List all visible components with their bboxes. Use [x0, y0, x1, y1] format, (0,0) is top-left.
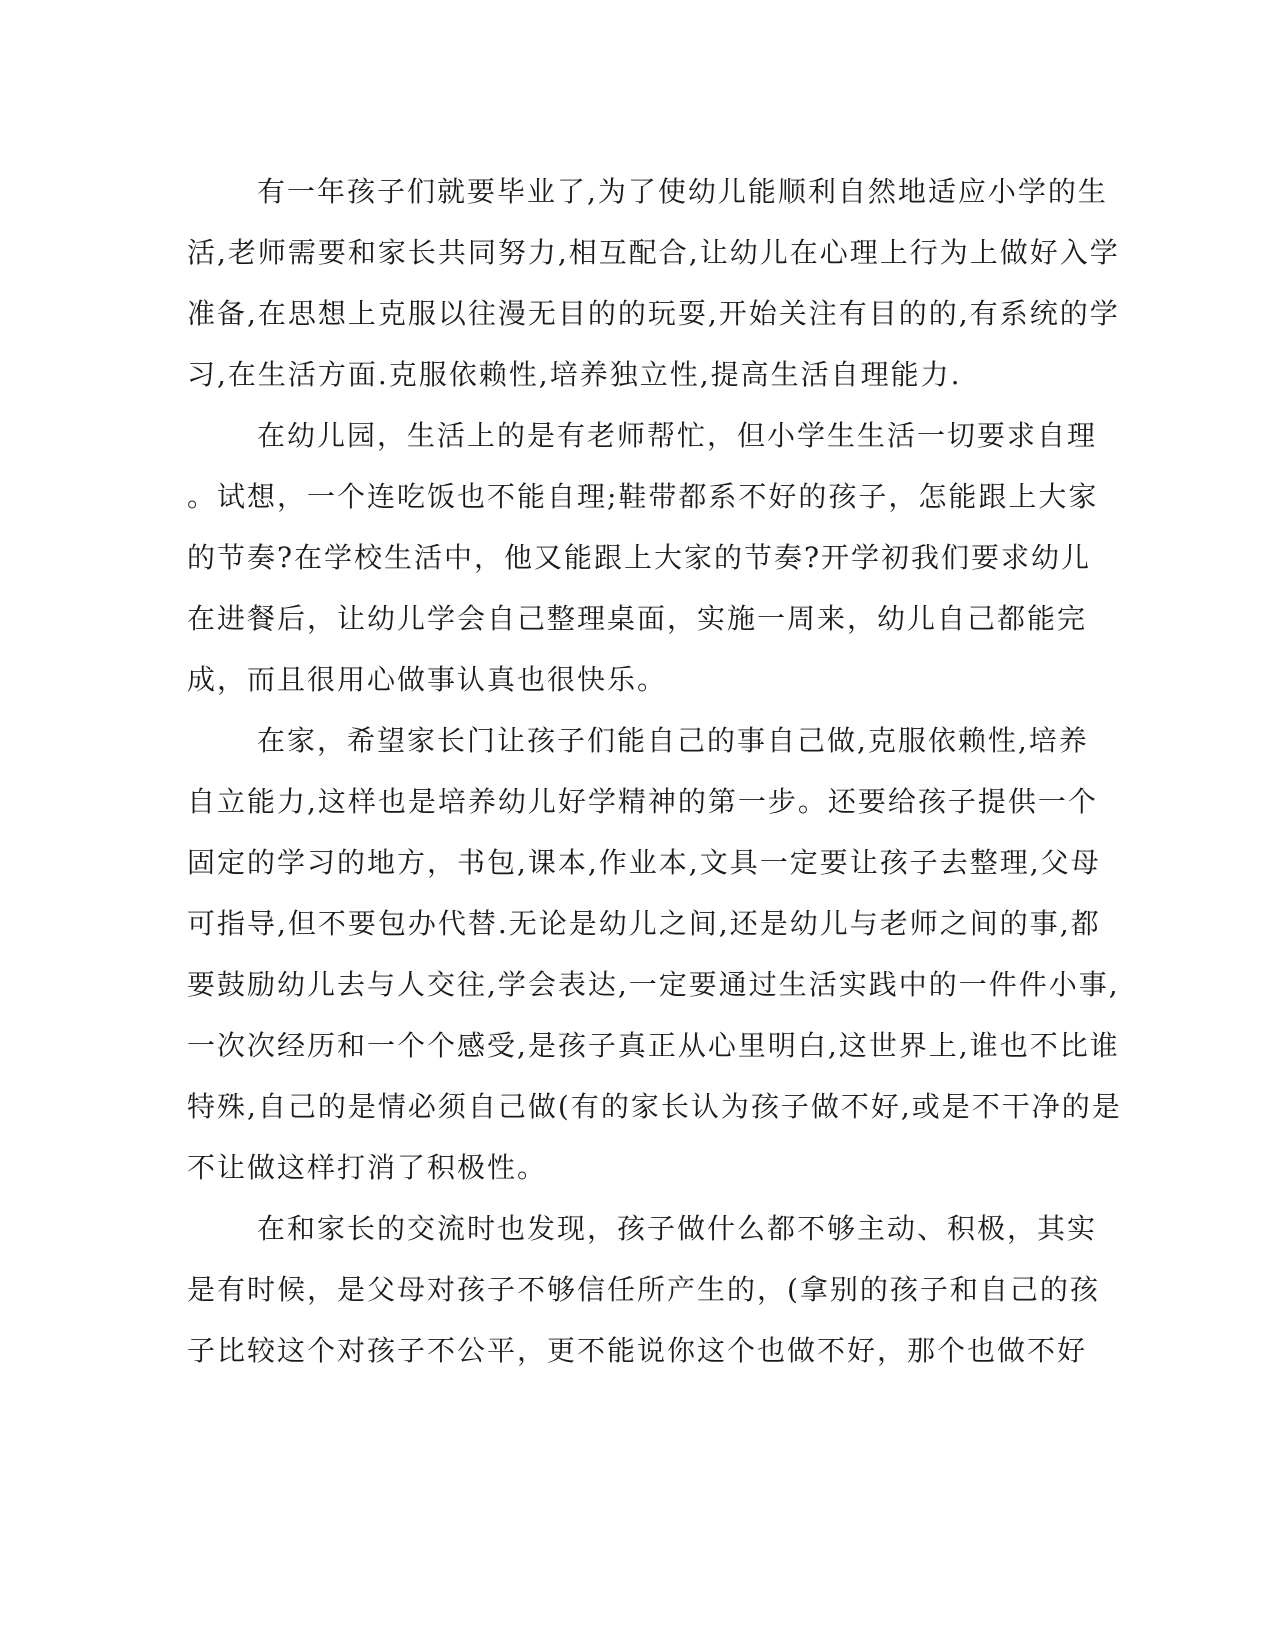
- text-line: 在家，希望家长门让孩子们能自己的事自己做,克服依赖性,培养: [257, 724, 1089, 757]
- text-line: 要鼓励幼儿去与人交往,学会表达,一定要通过生活实践中的一件件小事,: [187, 968, 1120, 1001]
- text-line: 子比较这个对孩子不公平，更不能说你这个也做不好，那个也做不好: [187, 1334, 1088, 1367]
- text-line: 有一年孩子们就要毕业了,为了使幼儿能顺利自然地适应小学的生: [257, 175, 1108, 208]
- text-line: 活,老师需要和家长共同努力,相互配合,让幼儿在心理上行为上做好入学: [187, 236, 1120, 269]
- paragraph-2: [187, 405, 1099, 710]
- text-line: 在和家长的交流时也发现，孩子做什么都不够主动、积极，其实: [257, 1212, 1098, 1245]
- text-line: 固定的学习的地方，书包,课本,作业本,文具一定要让孩子去整理,父母: [187, 846, 1101, 879]
- paragraph-3: [187, 710, 1122, 1198]
- text-line: 在进餐后，让幼儿学会自己整理桌面，实施一周来，幼儿自己都能完: [187, 602, 1088, 635]
- text-line: 。试想，一个连吃饭也不能自理;鞋带都系不好的孩子，怎能跟上大家: [187, 480, 1099, 513]
- text-line: 一次次经历和一个个感受,是孩子真正从心里明白,这世界上,谁也不比谁: [187, 1029, 1120, 1062]
- text-line: 成，而且很用心做事认真也很快乐。: [187, 663, 668, 696]
- text-line: 自立能力,这样也是培养幼儿好学精神的第一步。还要给孩子提供一个: [187, 785, 1098, 818]
- text-line: 准备,在思想上克服以往漫无目的的玩耍,开始关注有目的的,有系统的学: [187, 297, 1120, 330]
- text-line: 不让做这样打消了积极性。: [187, 1151, 548, 1184]
- text-line: 在幼儿园，生活上的是有老师帮忙，但小学生生活一切要求自理: [257, 419, 1098, 452]
- text-line: 可指导,但不要包办代替.无论是幼儿之间,还是幼儿与老师之间的事,都: [187, 907, 1101, 940]
- text-line: 特殊,自己的是情必须自己做(有的家长认为孩子做不好,或是不干净的是: [187, 1090, 1122, 1123]
- document-body: [187, 161, 1122, 1381]
- paragraph-4: [187, 1198, 1100, 1381]
- text-line: 习,在生活方面.克服依赖性,培养独立性,提高生活自理能力.: [187, 358, 962, 391]
- text-line: 是有时候，是父母对孩子不够信任所产生的，(拿别的孩子和自己的孩: [187, 1273, 1100, 1306]
- text-line: 的节奏?在学校生活中，他又能跟上大家的节奏?开学初我们要求幼儿: [187, 541, 1092, 574]
- paragraph-1: [187, 161, 1120, 405]
